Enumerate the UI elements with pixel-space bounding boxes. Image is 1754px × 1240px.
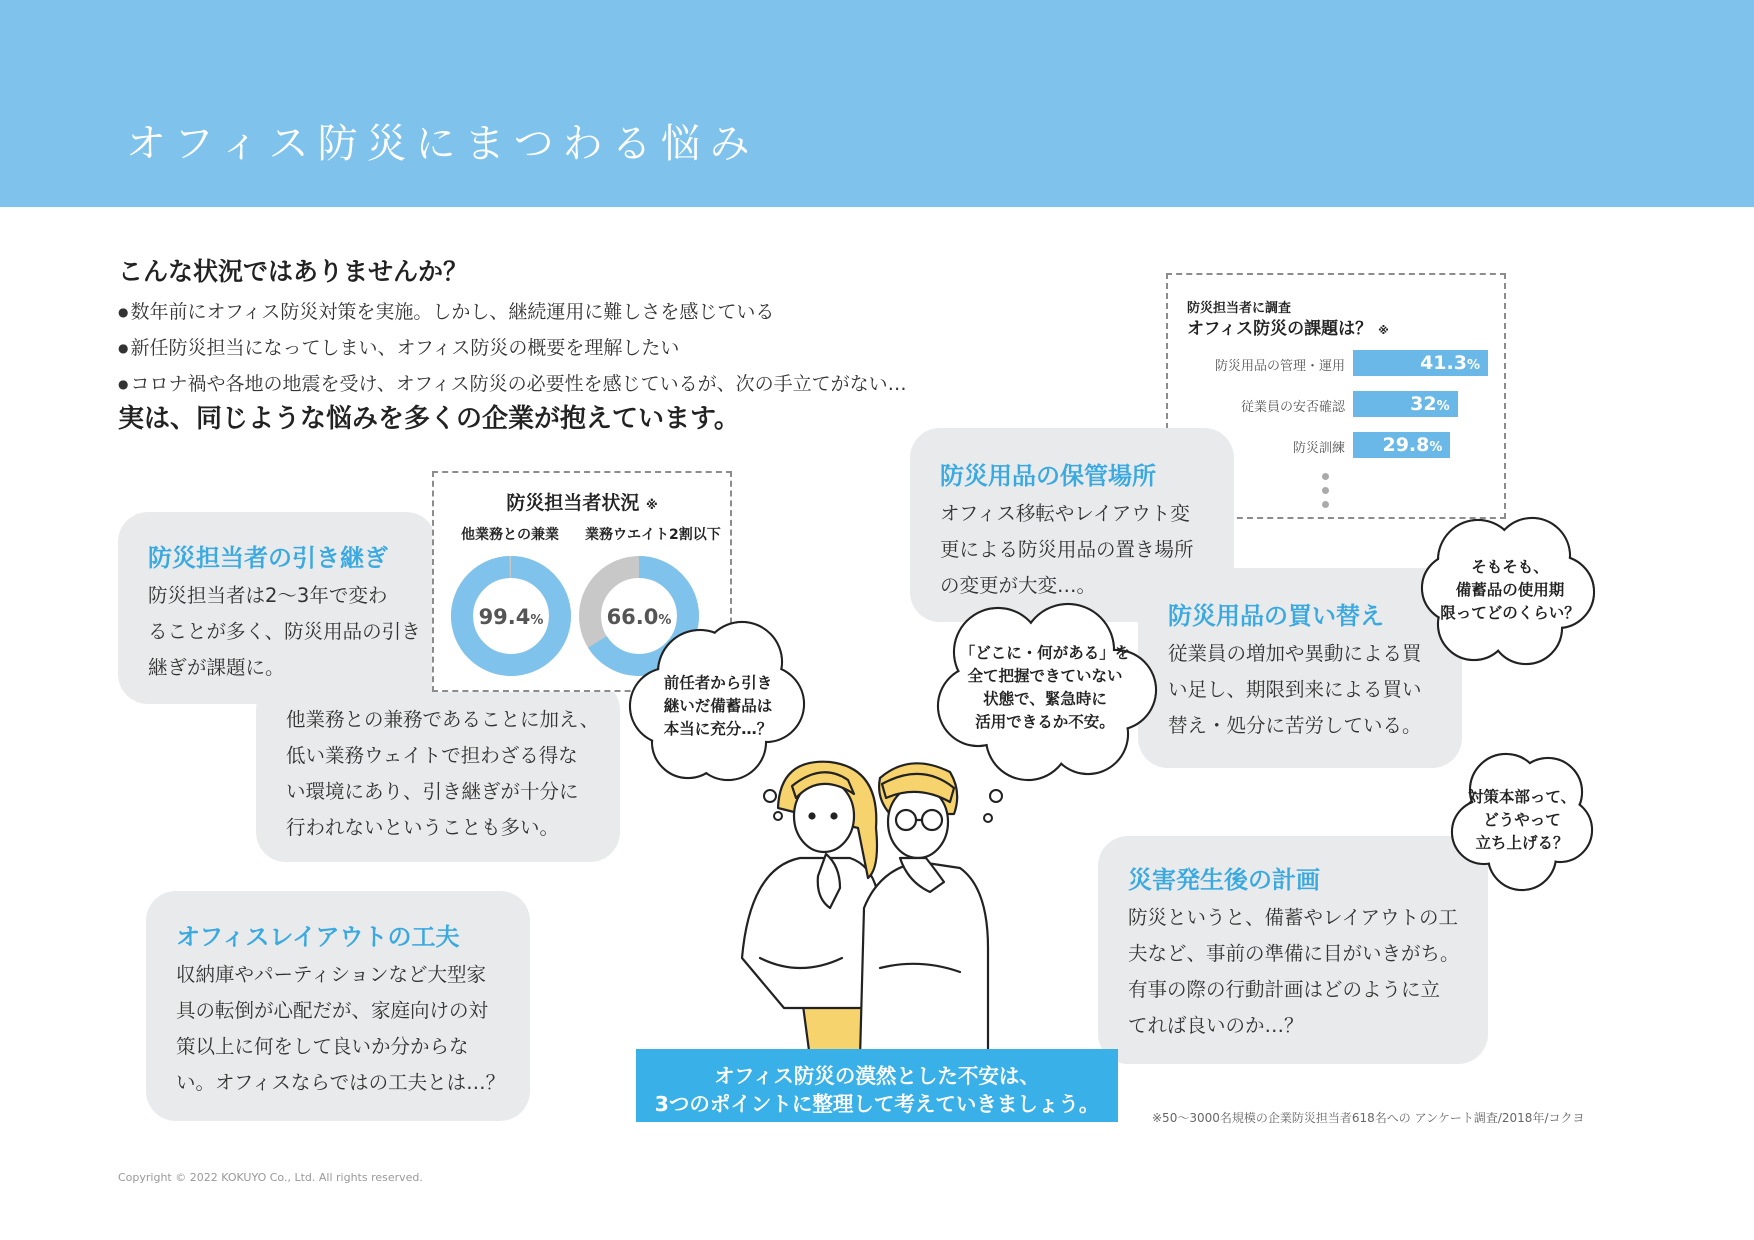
thought-text-predecessor [648, 672, 788, 741]
note-mark: ※ [645, 498, 658, 512]
intro-answer: 実は、同じような悩みを多くの企業が抱えています。 [118, 404, 740, 434]
page-title: オフィス防災にまつわる悩み [126, 121, 759, 167]
bar-category-label: 従業員の安否確認 [1240, 400, 1345, 415]
card-line: 策以上に何をして良いか分からな [176, 1035, 469, 1058]
card-line: 継ぎが課題に。 [148, 656, 285, 679]
thought-text-expiry [1440, 556, 1580, 625]
thought-text-hq [1462, 786, 1582, 855]
worried-people-illustration [730, 758, 990, 1058]
man-shirt [860, 862, 988, 1058]
thought-line: 備蓄品の使用期 [1455, 581, 1565, 599]
thought-line: 状態で、緊急時に [983, 690, 1107, 708]
card-line: 行われないということも多い。 [286, 816, 560, 839]
card-line: オフィス移転やレイアウト変 [940, 502, 1190, 525]
bar-value-label: 41.3% [1420, 352, 1480, 374]
thought-line: 活用できるか不安。 [975, 713, 1115, 731]
note-mark: ※ [1378, 324, 1389, 337]
card-title: 防災用品の保管場所 [940, 462, 1156, 490]
donut-panel-title-text: 防災担当者状況 [506, 492, 640, 514]
survey-footnote: ※50〜3000名規模の企業防災担当者618名への アンケート調査/2018年/コクヨ [1152, 1111, 1585, 1125]
thought-line: 対策本部って、 [1467, 788, 1577, 806]
card-title: 災害発生後の計画 [1128, 866, 1320, 894]
card-line: ることが多く、防災用品の引き [148, 620, 421, 643]
thought-line: 限ってどのくらい？ [1440, 604, 1580, 622]
thought-line: 本当に充分…？ [663, 720, 773, 738]
card-line: 防災担当者は2〜3年で変わ [148, 584, 388, 607]
thought-line: 継いだ備蓄品は [663, 697, 773, 715]
card-line: 低い業務ウェイトで担わざる得な [286, 744, 578, 767]
card-line: 収納庫やパーティションなど大型家 [176, 963, 487, 986]
card-line: 替え・処分に苦労している。 [1168, 714, 1422, 737]
intro-bullet: ● 新任防災担当になってしまい、オフィス防災の概要を理解したい [118, 330, 907, 366]
donut-value: 66.0% [606, 605, 672, 629]
thought-line: 「どこに・何がある」を [959, 644, 1131, 662]
card-line: 従業員の増加や異動による買 [1168, 642, 1422, 665]
card-title: 防災担当者の引き継ぎ [148, 544, 388, 572]
intro-bullet: ● 数年前にオフィス防災対策を実施。しかし、継続運用に難しさを感じている [118, 294, 907, 330]
bar-value-label: 32% [1410, 393, 1450, 415]
banner-line-1: オフィス防災の漠然とした不安は、 [714, 1064, 1040, 1088]
thought-line: 前任者から引き [663, 674, 773, 692]
banner-line-2: 3つのポイントに整理して考えていきましょう。 [654, 1092, 1100, 1116]
card-line: い足し、期限到来による買い [1168, 678, 1422, 701]
card-line: 夫など、事前の準備に目がいきがち。 [1128, 942, 1460, 965]
bar-chart-subtitle: 防災担当者に調査 [1187, 301, 1292, 316]
card-line: 防災というと、備蓄やレイアウトの工 [1128, 906, 1458, 929]
donut-label: 業務ウエイト2割以下 [585, 527, 721, 543]
card-line: 他業務との兼務であることに加え、 [286, 708, 600, 731]
copyright: Copyright © 2022 KOKUYO Co., Ltd. All rights reserved. [118, 1171, 423, 1184]
donut-value: 99.4% [478, 605, 544, 629]
card-line: てれば良いのか…？ [1128, 1014, 1304, 1037]
card-line: 更による防災用品の置き場所 [940, 538, 1194, 561]
thought-line: そもそも、 [1471, 558, 1549, 576]
intro-question: こんな状況ではありませんか？ [118, 257, 469, 286]
intro-bullet: ● コロナ禍や各地の地震を受け、オフィス防災の必要性を感じているが、次の手立てがない… [118, 366, 907, 402]
card-line: 有事の際の行動計画はどのように立 [1128, 978, 1441, 1001]
thought-text-where [950, 642, 1140, 734]
donut-label: 他業務との兼業 [461, 527, 559, 543]
bar-category-label: 防災用品の管理・運用 [1214, 359, 1345, 374]
card-title: オフィスレイアウトの工夫 [176, 923, 460, 951]
bar-chart-title-text: オフィス防災の課題は？ [1187, 319, 1373, 339]
card-line: い。オフィスならではの工夫とは…？ [176, 1071, 506, 1094]
woman-blouse [742, 858, 880, 1008]
thought-line: 立ち上げる？ [1475, 834, 1569, 852]
card-line: い環境にあり、引き継ぎが十分に [286, 780, 579, 803]
conclusion-banner [636, 1049, 1118, 1122]
card-line: 具の転倒が心配だが、家庭向けの対 [176, 999, 489, 1022]
bar-value-label: 29.8% [1382, 434, 1443, 456]
thought-line: どうやって [1483, 811, 1561, 829]
card-title: 防災用品の買い替え [1168, 602, 1384, 630]
card-line: の変更が大変…。 [940, 574, 1097, 597]
thought-line: 全て把握できていない [967, 667, 1123, 685]
thought-dot [990, 790, 1002, 802]
bar-category-label: 防災訓練 [1292, 441, 1345, 456]
